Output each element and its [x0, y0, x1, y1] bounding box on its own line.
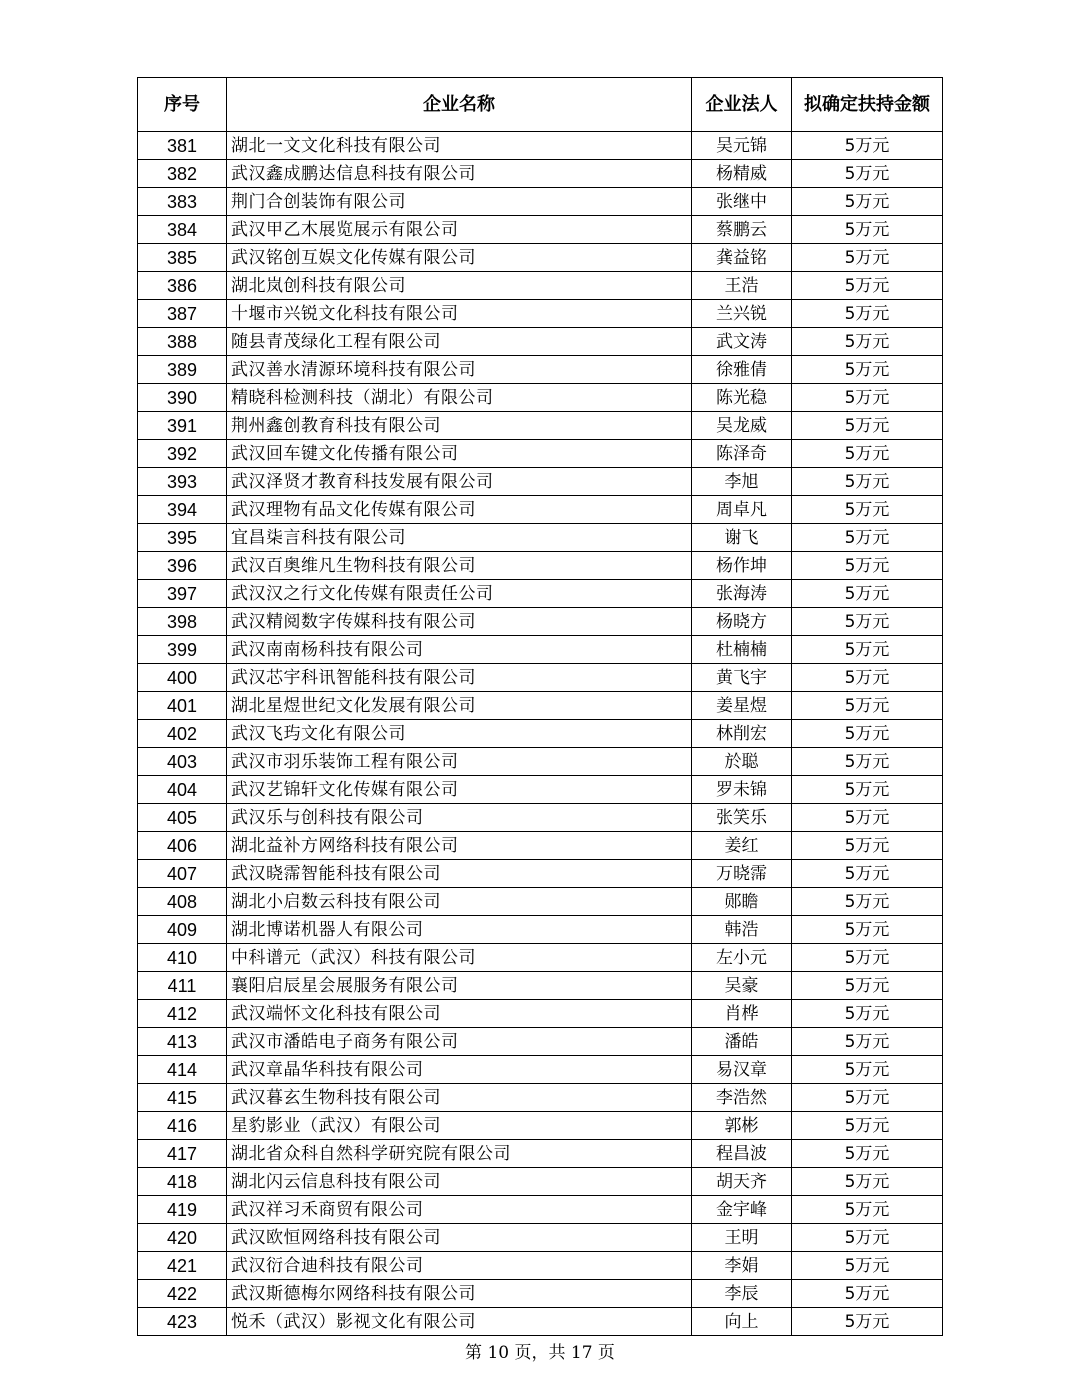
row-no: 388 — [138, 328, 227, 356]
row-legal-rep: 向上 — [692, 1308, 792, 1336]
table-row — [138, 916, 943, 944]
row-legal-rep: 潘皓 — [692, 1028, 792, 1056]
row-company-name: 随县青茂绿化工程有限公司 — [227, 328, 692, 356]
row-amount: 5万元 — [792, 888, 943, 916]
row-company-name: 中科谱元（武汉）科技有限公司 — [227, 944, 692, 972]
row-legal-rep: 姜红 — [692, 832, 792, 860]
row-company-name: 湖北闪云信息科技有限公司 — [227, 1168, 692, 1196]
table-row — [138, 1252, 943, 1280]
row-no: 422 — [138, 1280, 227, 1308]
row-company-name: 武汉市潘皓电子商务有限公司 — [227, 1028, 692, 1056]
row-company-name: 武汉回车键文化传播有限公司 — [227, 440, 692, 468]
row-company-name: 武汉艺锦轩文化传媒有限公司 — [227, 776, 692, 804]
row-legal-rep: 李旭 — [692, 468, 792, 496]
row-company-name: 荆门合创装饰有限公司 — [227, 188, 692, 216]
row-company-name: 武汉泽贤才教育科技发展有限公司 — [227, 468, 692, 496]
row-amount: 5万元 — [792, 580, 943, 608]
table-row — [138, 468, 943, 496]
row-legal-rep: 谢飞 — [692, 524, 792, 552]
table-row — [138, 412, 943, 440]
row-company-name: 武汉善水清源环境科技有限公司 — [227, 356, 692, 384]
row-no: 389 — [138, 356, 227, 384]
row-legal-rep: 徐雅倩 — [692, 356, 792, 384]
table-row — [138, 580, 943, 608]
table-row — [138, 608, 943, 636]
table-row — [138, 1140, 943, 1168]
row-amount: 5万元 — [792, 860, 943, 888]
table-row — [138, 860, 943, 888]
row-no: 384 — [138, 216, 227, 244]
row-company-name: 武汉芯宇科讯智能科技有限公司 — [227, 664, 692, 692]
row-amount: 5万元 — [792, 748, 943, 776]
row-legal-rep: 蔡鹏云 — [692, 216, 792, 244]
row-company-name: 十堰市兴锐文化科技有限公司 — [227, 300, 692, 328]
row-no: 390 — [138, 384, 227, 412]
row-legal-rep: 肖桦 — [692, 1000, 792, 1028]
row-company-name: 湖北益补方网络科技有限公司 — [227, 832, 692, 860]
row-legal-rep: 杨晓方 — [692, 608, 792, 636]
table-row — [138, 1000, 943, 1028]
enterprise-support-table — [137, 77, 943, 1336]
table-row — [138, 496, 943, 524]
row-no: 395 — [138, 524, 227, 552]
row-company-name: 武汉欧恒网络科技有限公司 — [227, 1224, 692, 1252]
row-no: 413 — [138, 1028, 227, 1056]
row-no: 398 — [138, 608, 227, 636]
table-row — [138, 944, 943, 972]
table-row — [138, 356, 943, 384]
table-row — [138, 1028, 943, 1056]
row-no: 387 — [138, 300, 227, 328]
row-no: 420 — [138, 1224, 227, 1252]
row-company-name: 武汉祥习禾商贸有限公司 — [227, 1196, 692, 1224]
row-amount: 5万元 — [792, 496, 943, 524]
row-legal-rep: 周卓凡 — [692, 496, 792, 524]
row-legal-rep: 左小元 — [692, 944, 792, 972]
row-legal-rep: 韩浩 — [692, 916, 792, 944]
row-amount: 5万元 — [792, 720, 943, 748]
row-company-name: 湖北岚创科技有限公司 — [227, 272, 692, 300]
row-legal-rep: 杜楠楠 — [692, 636, 792, 664]
row-legal-rep: 龚益铭 — [692, 244, 792, 272]
table-row — [138, 776, 943, 804]
row-no: 419 — [138, 1196, 227, 1224]
row-company-name: 武汉理物有品文化传媒有限公司 — [227, 496, 692, 524]
row-legal-rep: 杨精威 — [692, 160, 792, 188]
row-amount: 5万元 — [792, 160, 943, 188]
row-amount: 5万元 — [792, 972, 943, 1000]
row-amount: 5万元 — [792, 440, 943, 468]
table-row — [138, 216, 943, 244]
row-company-name: 武汉晓霈智能科技有限公司 — [227, 860, 692, 888]
row-company-name: 湖北小启数云科技有限公司 — [227, 888, 692, 916]
row-company-name: 武汉衍合迪科技有限公司 — [227, 1252, 692, 1280]
row-no: 407 — [138, 860, 227, 888]
row-company-name: 武汉精阅数字传媒科技有限公司 — [227, 608, 692, 636]
row-amount: 5万元 — [792, 132, 943, 160]
row-no: 416 — [138, 1112, 227, 1140]
table-row — [138, 748, 943, 776]
row-amount: 5万元 — [792, 776, 943, 804]
header-name: 企业名称 — [227, 78, 692, 132]
row-amount: 5万元 — [792, 468, 943, 496]
row-company-name: 宜昌柒言科技有限公司 — [227, 524, 692, 552]
row-no: 409 — [138, 916, 227, 944]
row-no: 415 — [138, 1084, 227, 1112]
row-no: 392 — [138, 440, 227, 468]
table-row — [138, 972, 943, 1000]
table-row — [138, 1168, 943, 1196]
row-amount: 5万元 — [792, 636, 943, 664]
row-no: 404 — [138, 776, 227, 804]
row-amount: 5万元 — [792, 272, 943, 300]
row-amount: 5万元 — [792, 944, 943, 972]
row-company-name: 武汉南南杨科技有限公司 — [227, 636, 692, 664]
row-company-name: 湖北星煜世纪文化发展有限公司 — [227, 692, 692, 720]
table-row — [138, 384, 943, 412]
table-row — [138, 300, 943, 328]
row-no: 393 — [138, 468, 227, 496]
row-amount: 5万元 — [792, 1056, 943, 1084]
row-legal-rep: 黄飞宇 — [692, 664, 792, 692]
row-no: 403 — [138, 748, 227, 776]
row-no: 421 — [138, 1252, 227, 1280]
row-company-name: 武汉章晶华科技有限公司 — [227, 1056, 692, 1084]
table-row — [138, 272, 943, 300]
header-rep: 企业法人 — [692, 78, 792, 132]
row-legal-rep: 武文涛 — [692, 328, 792, 356]
row-amount: 5万元 — [792, 188, 943, 216]
row-company-name: 襄阳启辰星会展服务有限公司 — [227, 972, 692, 1000]
row-no: 383 — [138, 188, 227, 216]
row-legal-rep: 陈光稳 — [692, 384, 792, 412]
row-company-name: 悦禾（武汉）影视文化有限公司 — [227, 1308, 692, 1336]
row-no: 414 — [138, 1056, 227, 1084]
row-amount: 5万元 — [792, 608, 943, 636]
row-legal-rep: 李辰 — [692, 1280, 792, 1308]
row-company-name: 武汉乐与创科技有限公司 — [227, 804, 692, 832]
row-amount: 5万元 — [792, 692, 943, 720]
row-legal-rep: 胡天齐 — [692, 1168, 792, 1196]
row-amount: 5万元 — [792, 1000, 943, 1028]
table-row — [138, 1056, 943, 1084]
row-company-name: 荆州鑫创教育科技有限公司 — [227, 412, 692, 440]
row-legal-rep: 陈泽奇 — [692, 440, 792, 468]
table-row — [138, 1196, 943, 1224]
row-company-name: 武汉市羽乐装饰工程有限公司 — [227, 748, 692, 776]
row-legal-rep: 张继中 — [692, 188, 792, 216]
row-company-name: 武汉铭创互娱文化传媒有限公司 — [227, 244, 692, 272]
row-no: 412 — [138, 1000, 227, 1028]
row-no: 401 — [138, 692, 227, 720]
table-row — [138, 1112, 943, 1140]
table-row — [138, 1224, 943, 1252]
row-amount: 5万元 — [792, 1112, 943, 1140]
row-legal-rep: 金宇峰 — [692, 1196, 792, 1224]
row-legal-rep: 郧瞻 — [692, 888, 792, 916]
table-row — [138, 440, 943, 468]
table-row — [138, 1084, 943, 1112]
row-amount: 5万元 — [792, 384, 943, 412]
row-legal-rep: 万晓霈 — [692, 860, 792, 888]
row-amount: 5万元 — [792, 1308, 943, 1336]
row-amount: 5万元 — [792, 1168, 943, 1196]
row-company-name: 武汉甲乙木展览展示有限公司 — [227, 216, 692, 244]
row-legal-rep: 吴龙威 — [692, 412, 792, 440]
row-company-name: 精晓科检测科技（湖北）有限公司 — [227, 384, 692, 412]
row-amount: 5万元 — [792, 1140, 943, 1168]
row-no: 385 — [138, 244, 227, 272]
row-company-name: 武汉斯德梅尔网络科技有限公司 — [227, 1280, 692, 1308]
row-no: 396 — [138, 552, 227, 580]
row-amount: 5万元 — [792, 552, 943, 580]
table-row — [138, 244, 943, 272]
row-legal-rep: 吴元锦 — [692, 132, 792, 160]
table-row — [138, 664, 943, 692]
row-amount: 5万元 — [792, 412, 943, 440]
table-row — [138, 692, 943, 720]
row-legal-rep: 兰兴锐 — [692, 300, 792, 328]
row-legal-rep: 吴豪 — [692, 972, 792, 1000]
row-company-name: 星豹影业（武汉）有限公司 — [227, 1112, 692, 1140]
row-amount: 5万元 — [792, 1224, 943, 1252]
row-legal-rep: 易汉章 — [692, 1056, 792, 1084]
row-legal-rep: 姜星煜 — [692, 692, 792, 720]
row-no: 406 — [138, 832, 227, 860]
row-no: 399 — [138, 636, 227, 664]
table-row — [138, 524, 943, 552]
row-company-name: 湖北博诺机器人有限公司 — [227, 916, 692, 944]
row-no: 418 — [138, 1168, 227, 1196]
row-amount: 5万元 — [792, 216, 943, 244]
row-legal-rep: 於聪 — [692, 748, 792, 776]
table-row — [138, 804, 943, 832]
row-no: 382 — [138, 160, 227, 188]
row-company-name: 武汉暮玄生物科技有限公司 — [227, 1084, 692, 1112]
row-legal-rep: 张笑乐 — [692, 804, 792, 832]
row-company-name: 武汉鑫成鹏达信息科技有限公司 — [227, 160, 692, 188]
row-company-name: 湖北一文文化科技有限公司 — [227, 132, 692, 160]
row-legal-rep: 罗未锦 — [692, 776, 792, 804]
row-no: 402 — [138, 720, 227, 748]
row-no: 386 — [138, 272, 227, 300]
row-legal-rep: 张海涛 — [692, 580, 792, 608]
row-no: 410 — [138, 944, 227, 972]
row-legal-rep: 郭彬 — [692, 1112, 792, 1140]
row-amount: 5万元 — [792, 1028, 943, 1056]
row-legal-rep: 王明 — [692, 1224, 792, 1252]
row-company-name: 武汉飞玙文化有限公司 — [227, 720, 692, 748]
row-no: 394 — [138, 496, 227, 524]
row-legal-rep: 林削宏 — [692, 720, 792, 748]
row-no: 397 — [138, 580, 227, 608]
row-legal-rep: 李娟 — [692, 1252, 792, 1280]
row-legal-rep: 王浩 — [692, 272, 792, 300]
row-no: 391 — [138, 412, 227, 440]
row-no: 417 — [138, 1140, 227, 1168]
row-no: 411 — [138, 972, 227, 1000]
row-amount: 5万元 — [792, 832, 943, 860]
table-row — [138, 1280, 943, 1308]
table-row — [138, 1308, 943, 1336]
row-company-name: 武汉端怀文化科技有限公司 — [227, 1000, 692, 1028]
row-amount: 5万元 — [792, 804, 943, 832]
row-amount: 5万元 — [792, 1280, 943, 1308]
header-amount: 拟确定扶持金额 — [792, 78, 943, 132]
table-row — [138, 636, 943, 664]
table-row — [138, 160, 943, 188]
row-company-name: 武汉百奥维凡生物科技有限公司 — [227, 552, 692, 580]
row-company-name: 武汉汉之行文化传媒有限责任公司 — [227, 580, 692, 608]
table-row — [138, 832, 943, 860]
row-no: 423 — [138, 1308, 227, 1336]
row-no: 400 — [138, 664, 227, 692]
row-amount: 5万元 — [792, 1196, 943, 1224]
row-no: 381 — [138, 132, 227, 160]
page-footer: 第 10 页，共 17 页 — [465, 1343, 615, 1363]
row-amount: 5万元 — [792, 300, 943, 328]
row-amount: 5万元 — [792, 244, 943, 272]
row-amount: 5万元 — [792, 328, 943, 356]
header-row — [138, 78, 943, 132]
row-legal-rep: 杨作坤 — [692, 552, 792, 580]
row-amount: 5万元 — [792, 356, 943, 384]
row-company-name: 湖北省众科自然科学研究院有限公司 — [227, 1140, 692, 1168]
table-row — [138, 720, 943, 748]
row-no: 408 — [138, 888, 227, 916]
table-row — [138, 888, 943, 916]
table-row — [138, 328, 943, 356]
row-amount: 5万元 — [792, 664, 943, 692]
row-legal-rep: 程昌波 — [692, 1140, 792, 1168]
row-amount: 5万元 — [792, 1084, 943, 1112]
row-legal-rep: 李浩然 — [692, 1084, 792, 1112]
row-amount: 5万元 — [792, 916, 943, 944]
row-amount: 5万元 — [792, 1252, 943, 1280]
row-amount: 5万元 — [792, 524, 943, 552]
table-row — [138, 188, 943, 216]
table-row — [138, 132, 943, 160]
row-no: 405 — [138, 804, 227, 832]
table-row — [138, 552, 943, 580]
header-no: 序号 — [138, 78, 227, 132]
